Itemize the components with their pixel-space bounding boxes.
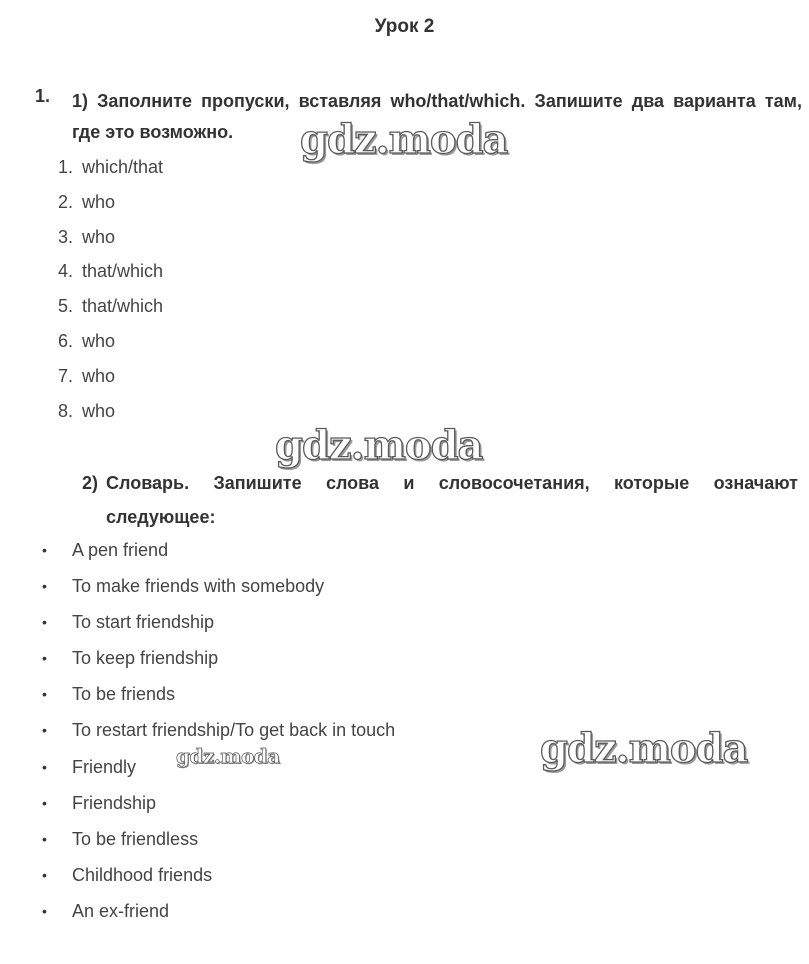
- vocab-text: Childhood friends: [72, 864, 213, 885]
- vocab-item: [38, 790, 395, 826]
- vocab-item: [38, 573, 395, 609]
- answer-text: who: [82, 191, 116, 212]
- answer-number: 5.: [58, 296, 74, 317]
- bullet-icon: •: [42, 902, 47, 919]
- answer-number: 6.: [58, 330, 74, 351]
- vocab-text: Friendship: [72, 792, 157, 813]
- answer-item: [58, 189, 163, 224]
- vocab-text: Friendly: [72, 756, 137, 777]
- vocab-text: To restart friendship/To get back in touch: [72, 720, 396, 741]
- answer-text: who: [82, 226, 116, 247]
- vocab-item: [38, 645, 395, 681]
- answer-text: who: [82, 330, 116, 351]
- task1-heading: 1) Заполните пропуски, вставляя who/that/which. Запишите два варианта там, где это возможно.: [72, 91, 802, 142]
- bullet-icon: •: [42, 830, 47, 847]
- bullet-icon: •: [42, 542, 47, 558]
- answer-number: 8.: [58, 400, 74, 421]
- vocab-text: An ex-friend: [72, 900, 170, 921]
- vocab-item: [38, 826, 395, 862]
- bullet-icon: •: [42, 650, 47, 667]
- bullet-icon: •: [42, 794, 47, 811]
- vocab-text: To keep friendship: [72, 648, 219, 669]
- vocab-item: [38, 862, 395, 898]
- answer-item: [58, 363, 163, 398]
- bullet-icon: •: [42, 758, 47, 775]
- answer-number: 1.: [58, 157, 74, 177]
- vocab-text: To be friendless: [72, 828, 199, 849]
- watermark: gdz.moda: [176, 744, 280, 768]
- page-title: Урок 2: [374, 16, 435, 37]
- answer-item: [58, 258, 163, 293]
- vocabulary-list: [38, 537, 395, 934]
- watermark: gdz.moda: [540, 725, 748, 772]
- task2-label: 2): [82, 473, 99, 493]
- watermark: gdz.moda: [300, 116, 508, 163]
- answer-number: 3.: [58, 226, 74, 247]
- vocab-item: [38, 609, 395, 645]
- answer-text: that/which: [82, 296, 164, 317]
- vocab-item: [38, 681, 395, 717]
- watermark: gdz.moda: [275, 422, 483, 469]
- vocab-text: To be friends: [72, 684, 176, 705]
- bullet-icon: •: [42, 686, 47, 703]
- task-number: 1.: [35, 86, 51, 106]
- bullet-icon: •: [42, 722, 47, 739]
- vocab-text: To make friends with somebody: [72, 576, 325, 597]
- vocab-item: [38, 898, 395, 934]
- answer-item: [58, 398, 163, 433]
- bullet-icon: •: [42, 866, 47, 883]
- task2-heading-line1: Словарь. Запишите слова и словосочетания, которые означают: [106, 473, 798, 493]
- bullet-icon: •: [42, 578, 47, 595]
- bullet-icon: •: [42, 614, 47, 631]
- vocab-text: A pen friend: [72, 540, 169, 560]
- answer-item: [58, 328, 163, 363]
- answer-item: [58, 154, 163, 189]
- answer-item: [58, 293, 163, 328]
- answer-number: 4.: [58, 261, 74, 282]
- answer-number: 2.: [58, 191, 74, 212]
- answer-text: that/which: [82, 261, 164, 282]
- vocab-item: [38, 537, 395, 573]
- answer-list: [58, 154, 163, 432]
- answer-number: 7.: [58, 365, 74, 386]
- task2-heading: [82, 466, 798, 534]
- answer-text: who: [82, 400, 116, 421]
- answer-text: which/that: [82, 157, 164, 177]
- answer-text: who: [82, 365, 116, 386]
- task2-heading-line2: следующее:: [106, 507, 216, 527]
- vocab-text: To start friendship: [72, 612, 215, 633]
- answer-item: [58, 224, 163, 259]
